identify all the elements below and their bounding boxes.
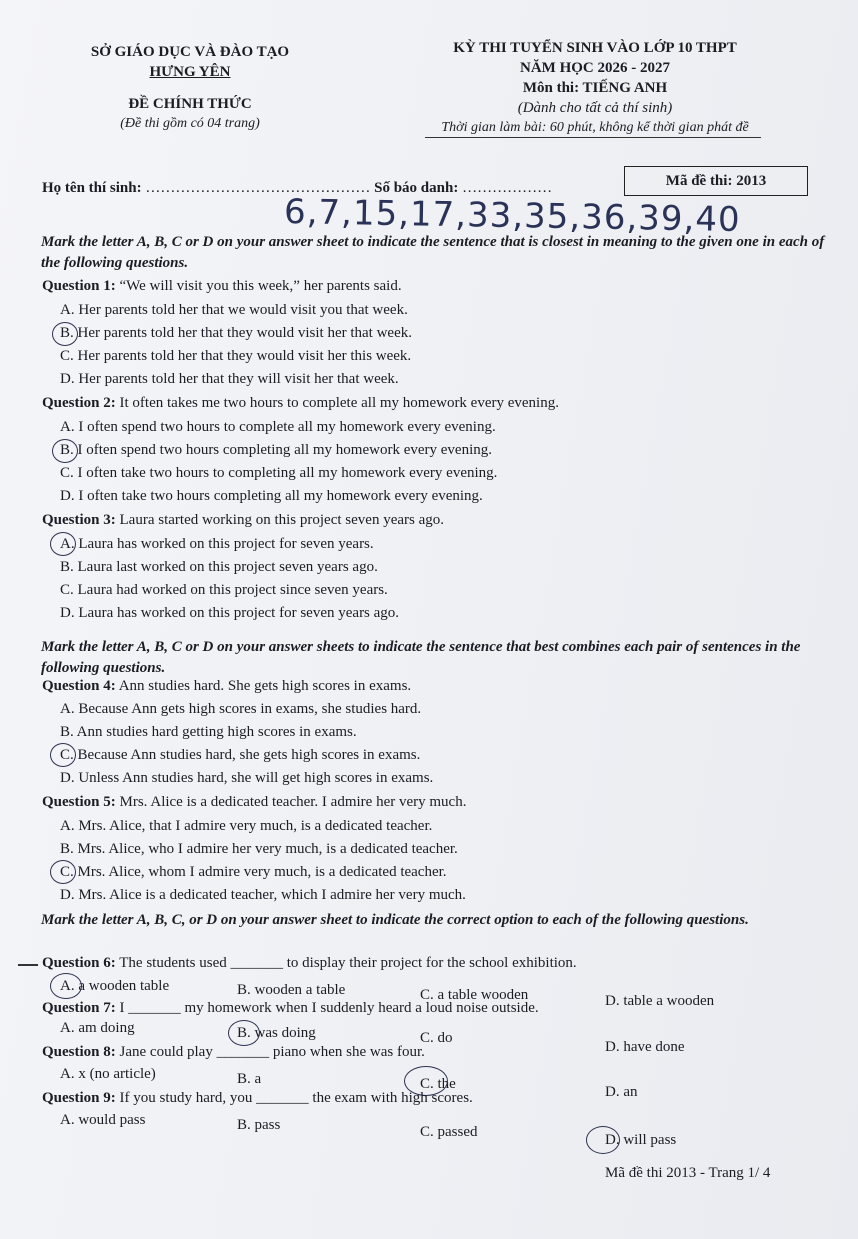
answer-circle [586,1126,620,1154]
question-label: Question 2: [42,395,116,411]
q8-option-a: A. x (no article) [60,1066,156,1082]
question-text: Laura started working on this project seven years ago. [119,512,444,528]
q6-option-c: C. a table wooden [420,987,529,1003]
answer-circle [50,743,76,767]
q7-option-a: A. am doing [60,1020,135,1036]
answer-circle [50,973,82,999]
instruction-1: Mark the letter A, B, C or D on your answer sheet to indicate the sentence that is closest in meaning to the given one in each of the following questions. [41,234,825,271]
question-8 [42,1044,425,1061]
audience-note: (Dành cho tất cả thí sinh) [517,100,673,116]
handwritten-notes: 6,7,15,17,33,35,36,39,40 [283,192,741,240]
header-right [380,38,810,138]
question-1 [42,278,402,295]
question-3 [42,512,444,529]
question-text: I _______ my homework when I suddenly heard a loud noise outside. [119,1000,539,1016]
q1-option-d: D. Her parents told her that they will visit her that week. [60,371,399,387]
margin-dash [18,964,38,966]
instruction-3: Mark the letter A, B, C, or D on your answer sheet to indicate the correct option to each of the following questions. [41,912,749,928]
q9-option-a: A. would pass [60,1112,146,1128]
q2-option-d: D. I often take two hours completing all my homework every evening. [60,488,483,504]
candidate-id-label: Số báo danh: [374,180,459,196]
q8-option-c: C. the [420,1076,456,1092]
q4-option-a: A. Because Ann gets high scores in exams, she studies hard. [60,701,422,717]
official-label: ĐỀ CHÍNH THỨC [128,96,252,112]
time-note: Thời gian làm bài: 60 phút, không kể thời gian phát đề [441,120,749,135]
question-label: Question 8: [42,1044,116,1060]
q3-option-a: A. Laura has worked on this project for seven years. [60,536,374,552]
question-label: Question 7: [42,1000,116,1016]
question-text: Ann studies hard. She gets high scores in exams. [118,678,412,694]
header-underline [425,137,761,138]
answer-circle [50,532,76,556]
page-count-note: (Đề thi gồm có 04 trang) [120,116,260,131]
candidate-name-label: Họ tên thí sinh: [42,180,142,196]
answer-circle [228,1020,260,1046]
question-7 [42,1000,539,1017]
q3-option-c: C. Laura had worked on this project since seven years. [60,582,388,598]
page-footer: Mã đề thi 2013 - Trang 1/ 4 [605,1165,771,1181]
question-text: It often takes me two hours to complete all my homework every evening. [119,395,559,411]
q2-option-b: B. I often spend two hours completing all my homework every evening. [60,442,492,458]
answer-circle [52,439,78,463]
department-name: SỞ GIÁO DỤC VÀ ĐÀO TẠO [90,44,290,60]
question-5 [42,794,466,811]
q4-option-b: B. Ann studies hard getting high scores in exams. [60,724,357,740]
q5-option-d: D. Mrs. Alice is a dedicated teacher, which I admire her very much. [60,887,466,903]
q5-option-a: A. Mrs. Alice, that I admire very much, is a dedicated teacher. [60,818,433,834]
province-name: HƯNG YÊN [149,64,231,80]
question-4 [42,678,411,695]
q5-option-c: C. Mrs. Alice, whom I admire very much, is a dedicated teacher. [60,864,447,880]
q8-option-b: B. a [237,1071,262,1087]
question-label: Question 1: [42,278,116,294]
q2-option-a: A. I often spend two hours to complete all my homework every evening. [60,419,496,435]
q9-option-c: C. passed [420,1124,478,1140]
question-text: Jane could play _______ piano when she was four. [119,1044,425,1060]
q6-option-a: A. a wooden table [60,978,170,994]
question-text: If you study hard, you _______ the exam with high scores. [119,1090,473,1106]
question-label: Question 6: [42,955,116,971]
q4-option-c: C. Because Ann studies hard, she gets high scores in exams. [60,747,421,763]
exam-title: KỲ THI TUYỂN SINH VÀO LỚP 10 THPT [453,40,737,56]
q1-option-c: C. Her parents told her that they would visit her this week. [60,348,412,364]
school-year: NĂM HỌC 2026 - 2027 [520,60,670,76]
candidate-id-dots: ……………… [462,180,553,196]
answer-circle [50,860,76,884]
question-label: Question 4: [42,678,116,694]
question-text: Mrs. Alice is a dedicated teacher. I admire her very much. [119,794,467,810]
question-text: The students used _______ to display their project for the school exhibition. [119,955,577,971]
question-6 [42,955,577,972]
question-2 [42,395,559,412]
q8-option-d: D. an [605,1084,638,1100]
q2-option-c: C. I often take two hours to completing all my homework every evening. [60,465,498,481]
q7-option-b: B. was doing [237,1025,316,1041]
q5-option-b: B. Mrs. Alice, who I admire her very much, is a dedicated teacher. [60,841,458,857]
q9-option-b: B. pass [237,1117,281,1133]
subject: Môn thi: TIẾNG ANH [522,80,668,96]
question-label: Question 5: [42,794,116,810]
q7-option-c: C. do [420,1030,453,1046]
q7-option-d: D. have done [605,1039,685,1055]
question-label: Question 3: [42,512,116,528]
exam-code-box [624,166,808,196]
header-left [40,42,340,134]
q1-option-a: A. Her parents told her that we would visit you that week. [60,302,408,318]
q1-option-b: B. Her parents told her that they would visit her that week. [60,325,412,341]
question-text: “We will visit you this week,” her parents said. [119,278,402,294]
q6-option-b: B. wooden a table [237,982,346,998]
question-label: Question 9: [42,1090,116,1106]
q4-option-d: D. Unless Ann studies hard, she will get high scores in exams. [60,770,434,786]
q6-option-d: D. table a wooden [605,993,715,1009]
q3-option-d: D. Laura has worked on this project for seven years ago. [60,605,400,621]
question-9 [42,1090,473,1107]
candidate-name-dots: ……………………………………… [145,180,371,196]
q3-option-b: B. Laura last worked on this project seven years ago. [60,559,378,575]
exam-code: Mã đề thi: 2013 [665,173,767,189]
instruction-2: Mark the letter A, B, C or D on your answer sheets to indicate the sentence that best combines each pair of sentences in the following questions. [41,639,801,676]
q9-option-d: D. will pass [605,1132,677,1148]
answer-circle [52,322,78,346]
